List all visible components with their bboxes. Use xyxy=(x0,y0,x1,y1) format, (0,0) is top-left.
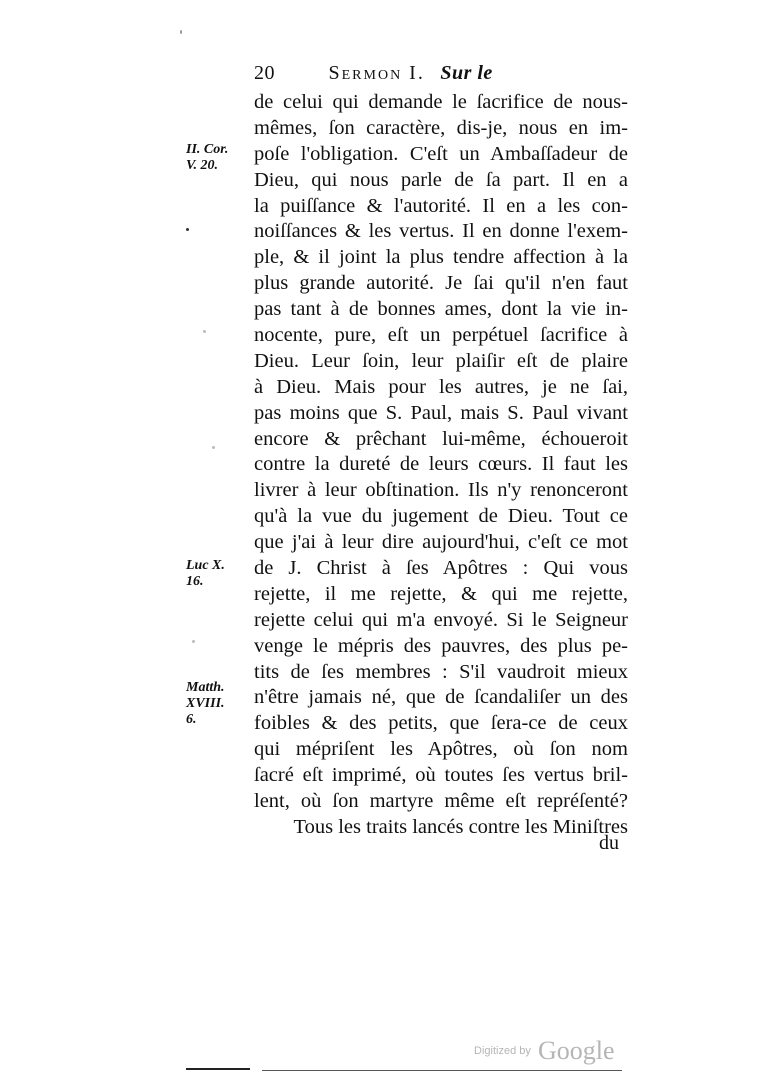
header-subject: Sur le xyxy=(440,62,493,84)
text-line: lent, où ſon martyre même eſt repréſenté? xyxy=(254,790,628,813)
text-line: de celui qui demande le ſacrifice de nous- xyxy=(254,91,628,113)
text-line: ple, & il joint la plus tendre affection à la xyxy=(254,246,628,269)
text-line: contre la dureté de leurs cœurs. Il faut les xyxy=(254,453,628,476)
text-line: que j'ai à leur dire aujourd'hui, c'eſt ce mot xyxy=(254,531,628,554)
ink-speck xyxy=(192,640,195,643)
text-line: ſacré eſt imprimé, où toutes ſes vertus bril- xyxy=(254,764,628,787)
margin-note-line: 6. xyxy=(186,712,197,727)
text-line: nocente, pure, eſt un perpétuel ſacrifice à xyxy=(254,324,628,347)
text-line: foibles & des petits, que ſera-ce de ceux xyxy=(254,712,628,735)
text-line: rejette, il me rejette, & qui me rejette, xyxy=(254,582,628,605)
text-line: pas moins que S. Paul, mais S. Paul vivant xyxy=(254,401,628,424)
google-logo: Google xyxy=(537,1036,615,1065)
text-line: qu'à la vue du jugement de Dieu. Tout ce xyxy=(254,505,628,528)
margin-note-2-cor xyxy=(186,142,248,174)
text-line: venge le mépris des pauvres, des plus pe- xyxy=(254,634,628,657)
margin-note-matth xyxy=(186,680,248,728)
text-line: poſe l'obligation. C'eſt un Ambaſſadeur de xyxy=(254,142,628,165)
digitized-watermark xyxy=(474,1036,615,1066)
text-line: pas tant à de bonnes ames, dont la vie in- xyxy=(254,298,628,321)
text-line: rejette celui qui m'a envoyé. Si le Seigneur xyxy=(254,608,628,631)
catchword: du xyxy=(599,832,619,854)
text-line: Dieu. Leur ſoin, leur plaiſir eſt de plaire xyxy=(254,349,628,372)
text-line: noiſſances & les vertus. Il en donne l'exem- xyxy=(254,220,628,243)
body-text xyxy=(254,90,628,841)
text-line: n'être jamais né, que de ſcandaliſer un des xyxy=(254,686,628,709)
running-header xyxy=(254,62,634,90)
margin-note-line: XVIII. xyxy=(186,696,225,711)
text-line: plus grande autorité. Je ſai qu'il n'en faut xyxy=(254,272,628,295)
watermark-prefix: Digitized by xyxy=(474,1045,531,1057)
sermon-label: Sermon I. xyxy=(328,62,425,84)
text-line: qui mépriſent les Apôtres, où ſon nom xyxy=(254,738,628,761)
margin-note-line: Matth. xyxy=(186,680,225,695)
margin-note-line: II. Cor. xyxy=(186,142,229,157)
ink-speck xyxy=(212,446,215,449)
text-line: la puiſſance & l'autorité. Il en a les con- xyxy=(254,194,628,217)
text-line: encore & prêchant lui-même, échoueroit xyxy=(254,427,628,450)
bottom-rule xyxy=(262,1070,622,1071)
text-line: à Dieu. Mais pour les autres, je ne ſai, xyxy=(254,375,628,398)
text-line: mêmes, ſon caractère, dis-je, nous en im- xyxy=(254,116,628,139)
ink-speck xyxy=(180,30,182,34)
text-line: Dieu, qui nous parle de ſa part. Il en a xyxy=(254,168,628,191)
page-number: 20 xyxy=(254,62,275,84)
margin-note-luc xyxy=(186,558,248,590)
bottom-rule xyxy=(186,1068,250,1070)
ink-speck xyxy=(203,330,206,333)
text-line: de J. Christ à ſes Apôtres : Qui vous xyxy=(254,557,628,580)
ink-speck xyxy=(186,228,189,231)
text-line: tits de ſes membres : S'il vaudroit mieux xyxy=(254,660,628,683)
margin-note-line: 16. xyxy=(186,574,204,589)
text-line: Tous les traits lancés contre les Miniſtres xyxy=(293,815,628,838)
margin-note-line: V. 20. xyxy=(186,158,219,173)
margin-note-line: Luc X. xyxy=(186,558,225,573)
text-line: livrer à leur obſtination. Ils n'y renonceront xyxy=(254,479,628,502)
